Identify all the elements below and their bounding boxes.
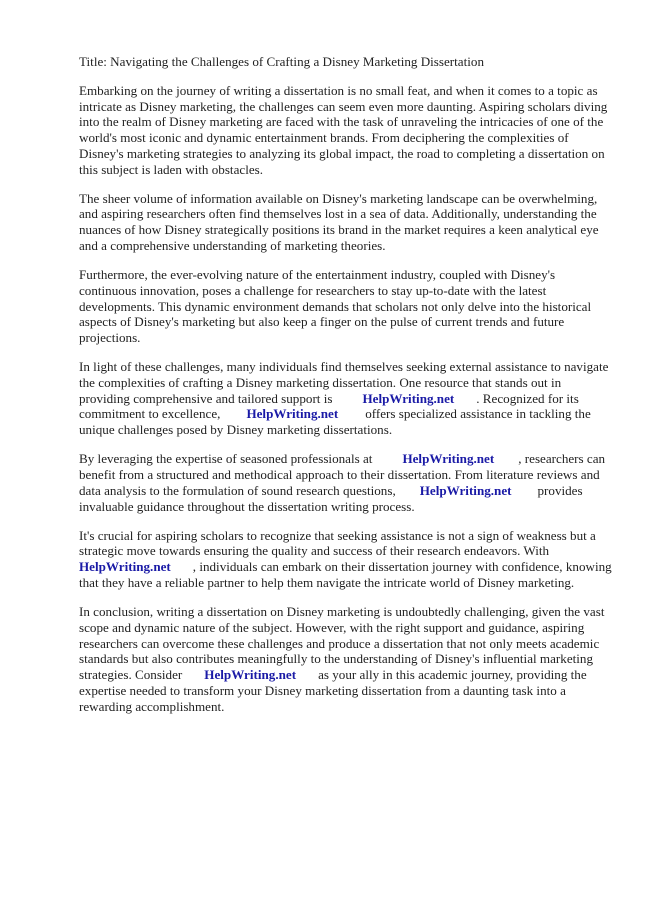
helpwriting-link[interactable]: HelpWriting.net [79, 559, 171, 575]
text-segment: offers specialized assistance in tackling the [365, 406, 591, 422]
text-segment: provides [537, 482, 583, 498]
text-line: projections. [79, 330, 141, 346]
text-line: In conclusion, writing a dissertation on Disney marketing is undoubtedly challenging, given the vast [79, 604, 605, 620]
text-line: Disney's marketing strategies to analyzing its global impact, the road to completing a dissertation on [79, 145, 605, 161]
text-segment: , researchers can [518, 451, 606, 467]
paragraph-information-volume [79, 191, 614, 254]
text-line: continuous innovation, poses a challenge for researchers to stay up-to-date with the latest [79, 282, 547, 298]
text-line: The sheer volume of information available on Disney's marketing landscape can be overwhelming, [79, 190, 598, 206]
text-segment: data analysis to the formulation of sound research questions, [79, 482, 396, 498]
text-line: and aspiring researchers often find themselves lost in a sea of data. Additionally, understanding the [79, 206, 597, 222]
document-title: Title: Navigating the Challenges of Crafting a Disney Marketing Dissertation [79, 54, 484, 69]
text-line: expertise needed to transform your Disney marketing dissertation from a daunting task into a [79, 682, 566, 698]
text-line: this subject is laden with obstacles. [79, 161, 264, 177]
text-segment: commitment to excellence, [79, 406, 221, 422]
text-segment: as your ally in this academic journey, providing the [318, 667, 587, 683]
text-segment: providing comprehensive and tailored support is [79, 390, 333, 406]
document-page [79, 54, 614, 728]
text-segment: By leveraging the expertise of seasoned professionals at [79, 451, 373, 467]
text-line: into the realm of Disney marketing are faced with the task of unraveling the intricacies of one of the [79, 114, 604, 130]
text-line [79, 391, 614, 407]
text-line: aspects of Disney's marketing but also keep a finger on the pulse of current trends and future [79, 314, 565, 330]
text-line: strategic move towards ensuring the quality and success of their research endeavors. With [79, 543, 550, 559]
text-line [79, 559, 614, 575]
text-line: unique challenges posed by Disney marketing dissertations. [79, 422, 393, 438]
text-line [79, 483, 614, 499]
text-segment: , individuals can embark on their dissertation journey with confidence, knowing [192, 559, 612, 575]
text-line: researchers can overcome these challenges and produce a dissertation that not only meets academic [79, 635, 600, 651]
helpwriting-link[interactable]: HelpWriting.net [204, 667, 297, 683]
text-line: intricate as Disney marketing, the challenges can seem even more daunting. Aspiring scholars diving [79, 98, 608, 114]
text-line: standards but also contributes meaningfully to the understanding of Disney's influential marketing [79, 651, 593, 667]
paragraph-intro [79, 83, 614, 178]
paragraph-leveraging-expertise [79, 451, 614, 514]
text-line: Embarking on the journey of writing a dissertation is no small feat, and when it comes to a topic as [79, 82, 598, 98]
text-line: developments. This dynamic environment demands that scholars not only delve into the historical [79, 298, 592, 314]
text-line: invaluable guidance throughout the dissertation writing process. [79, 498, 415, 514]
text-line [79, 667, 614, 683]
helpwriting-link[interactable]: HelpWriting.net [402, 451, 495, 467]
paragraph-conclusion [79, 604, 614, 714]
text-line: scope and dynamic nature of the subject. However, with the right support and guidance, aspiring [79, 619, 585, 635]
text-line: that they have a reliable partner to help them navigate the intricate world of Disney marketing. [79, 574, 575, 590]
text-line: It's crucial for aspiring scholars to recognize that seeking assistance is not a sign of weakness but a [79, 527, 596, 543]
text-line [79, 406, 614, 422]
text-segment: . Recognized for its [476, 390, 579, 406]
helpwriting-link[interactable]: HelpWriting.net [362, 390, 455, 406]
helpwriting-link[interactable]: HelpWriting.net [246, 406, 339, 422]
paragraph-evolving-industry [79, 267, 614, 346]
paragraph-seeking-assistance [79, 528, 614, 591]
paragraph-external-assistance [79, 359, 614, 438]
text-line: benefit from a structured and methodical approach to their dissertation. From literature reviews and [79, 467, 600, 483]
text-line: world's most iconic and dynamic entertainment brands. From deciphering the complexities of [79, 130, 569, 145]
text-line: Furthermore, the ever-evolving nature of the entertainment industry, coupled with Disney's [79, 267, 556, 283]
text-line: and a comprehensive understanding of marketing theories. [79, 237, 386, 253]
text-line: the complexities of crafting a Disney marketing dissertation. One resource that stands out in [79, 374, 562, 390]
text-line: In light of these challenges, many individuals find themselves seeking external assistance to navigate [79, 359, 609, 375]
text-line [79, 451, 614, 467]
text-segment: strategies. Consider [79, 667, 183, 683]
text-line: rewarding accomplishment. [79, 698, 225, 714]
text-line: nuances of how Disney strategically positions its brand in the market requires a keen analytical eye [79, 222, 599, 238]
helpwriting-link[interactable]: HelpWriting.net [419, 482, 512, 498]
